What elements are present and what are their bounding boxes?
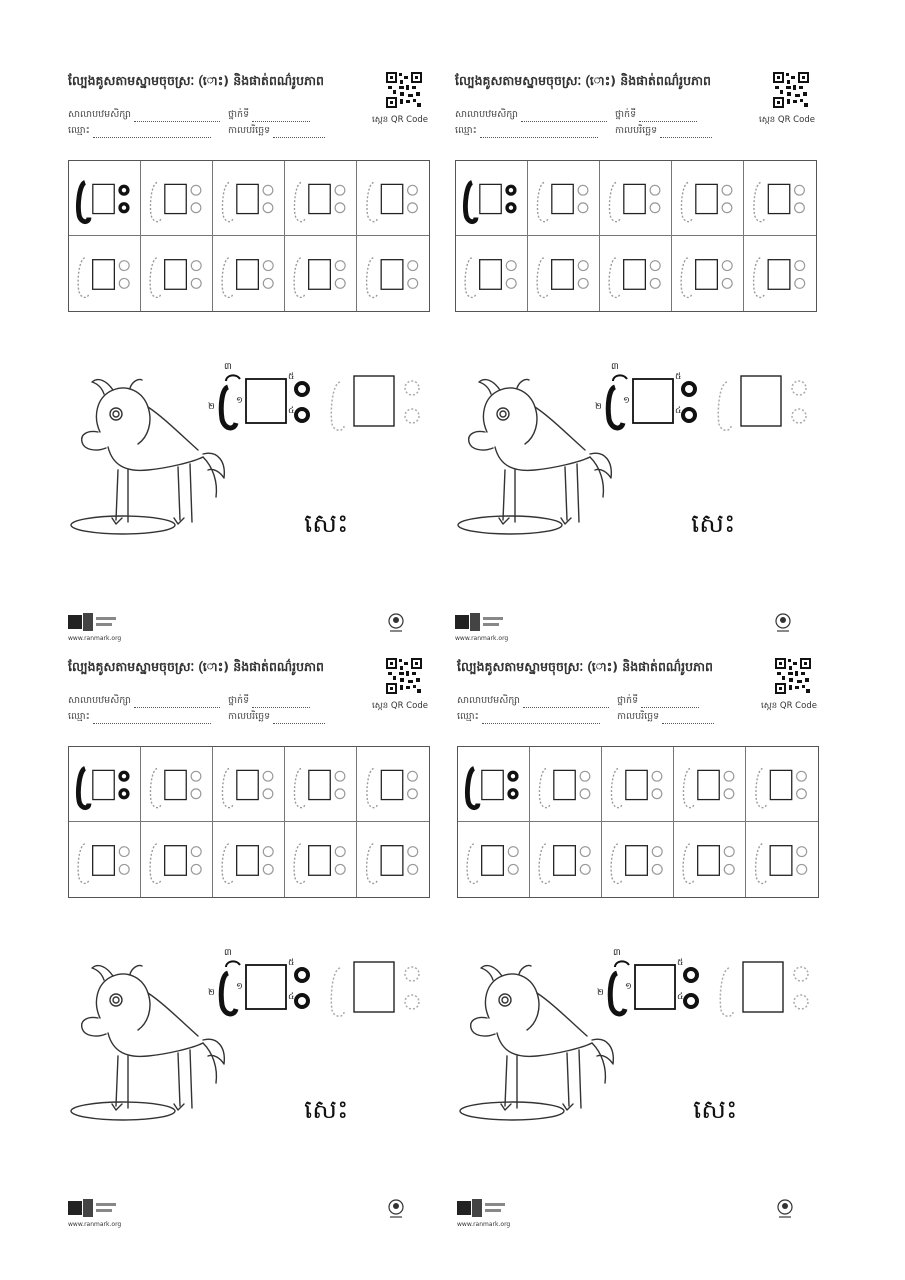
svg-text:៤: ៤ xyxy=(288,406,295,416)
grade-field: ថ្នាក់ទី xyxy=(228,694,310,708)
vowel-trace-icon xyxy=(530,822,601,897)
trace-practice xyxy=(719,958,815,1020)
svg-text:៣: ៣ xyxy=(611,362,619,372)
date-field: កាលបរិច្ឆេទ xyxy=(228,710,325,724)
trace-cell xyxy=(213,236,285,311)
vowel-trace-icon xyxy=(672,161,743,235)
trace-practice xyxy=(717,372,813,434)
qr-code-icon xyxy=(773,72,809,108)
trace-cell xyxy=(674,747,746,822)
vowel-trace-icon xyxy=(744,161,816,235)
qr-code-icon xyxy=(386,72,422,108)
footer-url: www.ranmark.org xyxy=(68,635,122,642)
model-letter-cell xyxy=(456,161,528,236)
vowel-trace-icon xyxy=(357,161,429,235)
model-letter-cell xyxy=(69,161,141,236)
svg-text:៥: ៥ xyxy=(288,372,295,382)
vowel-trace-icon xyxy=(141,161,212,235)
vowel-trace-icon xyxy=(357,747,429,821)
word-label: សេះ xyxy=(693,1095,738,1125)
trace-cell xyxy=(744,161,816,236)
vowel-trace-icon xyxy=(285,236,356,311)
trace-cell xyxy=(285,161,357,236)
date-field: កាលបរិច្ឆេទ xyxy=(228,124,325,138)
tracing-grid xyxy=(457,746,819,898)
badge-icon xyxy=(773,612,793,634)
vowel-trace-icon xyxy=(213,822,284,897)
school-field: សាលាបឋមសិក្សា xyxy=(455,108,607,122)
horse-illustration xyxy=(68,372,228,542)
trace-cell xyxy=(213,822,285,897)
date-field: កាលបរិច្ឆេទ xyxy=(615,124,712,138)
trace-cell xyxy=(746,747,818,822)
vowel-trace-icon xyxy=(746,822,818,897)
model-letter-cell xyxy=(458,747,530,822)
name-field: ឈ្មោះ xyxy=(68,124,211,138)
trace-cell xyxy=(141,822,213,897)
vowel-trace-icon xyxy=(530,747,601,821)
vowel-trace-icon xyxy=(600,236,671,311)
trace-cell xyxy=(672,236,744,311)
vowel-trace-icon xyxy=(285,161,356,235)
vowel-model-icon xyxy=(456,161,527,235)
stroke-order-demo xyxy=(208,943,318,1023)
trace-cell xyxy=(69,822,141,897)
stroke-order-demo xyxy=(208,357,318,437)
svg-text:៣: ៣ xyxy=(224,948,232,958)
trace-cell xyxy=(530,747,602,822)
qr-code-icon xyxy=(775,658,811,694)
trace-cell xyxy=(602,822,674,897)
svg-text:៣: ៣ xyxy=(224,362,232,372)
worksheet-title: ល្បែងគូសតាមស្នាមចុចស្រៈ (ោះ) និងផាត់ពណ៌រូបភាព xyxy=(455,73,711,88)
vowel-trace-icon xyxy=(528,236,599,311)
trace-cell xyxy=(285,236,357,311)
trace-cell xyxy=(213,161,285,236)
trace-cell xyxy=(69,236,141,311)
vowel-trace-icon xyxy=(213,161,284,235)
stroke-order-demo xyxy=(595,357,705,437)
svg-text:៣: ៣ xyxy=(613,948,621,958)
trace-cell xyxy=(674,822,746,897)
vowel-trace-icon xyxy=(357,822,429,897)
qr-label: ស្កេន QR Code xyxy=(372,701,428,711)
vowel-trace-icon xyxy=(141,747,212,821)
trace-cell xyxy=(357,236,429,311)
worksheet-top-right xyxy=(455,72,845,662)
horse-illustration xyxy=(455,372,615,542)
worksheet-bottom-left xyxy=(68,658,458,1248)
svg-text:១: ១ xyxy=(236,982,243,992)
trace-cell xyxy=(602,747,674,822)
date-field: កាលបរិច្ឆេទ xyxy=(617,710,714,724)
footer-url: www.ranmark.org xyxy=(68,1221,122,1228)
tracing-grid xyxy=(68,160,430,312)
svg-text:៥: ៥ xyxy=(675,372,682,382)
trace-cell xyxy=(600,236,672,311)
svg-text:១: ១ xyxy=(623,396,630,406)
trace-cell xyxy=(746,822,818,897)
vowel-trace-icon xyxy=(674,747,745,821)
trace-cell xyxy=(672,161,744,236)
vowel-trace-icon xyxy=(213,747,284,821)
worksheet-top-left xyxy=(68,72,458,662)
svg-text:៥: ៥ xyxy=(288,958,295,968)
footer-url: www.ranmark.org xyxy=(457,1221,511,1228)
svg-text:៤: ៤ xyxy=(677,992,684,1002)
trace-cell xyxy=(141,236,213,311)
trace-cell xyxy=(141,747,213,822)
qr-code-icon xyxy=(386,658,422,694)
svg-text:២: ២ xyxy=(208,988,215,998)
worksheet-bottom-right xyxy=(457,658,847,1248)
qr-label: ស្កេន QR Code xyxy=(759,115,815,125)
name-field: ឈ្មោះ xyxy=(455,124,598,138)
vowel-trace-icon xyxy=(456,236,527,311)
footer-url: www.ranmark.org xyxy=(455,635,509,642)
grade-field: ថ្នាក់ទី xyxy=(617,694,699,708)
word-label: សេះ xyxy=(304,1095,349,1125)
worksheet-title: ល្បែងគូសតាមស្នាមចុចស្រៈ (ោះ) និងផាត់ពណ៌រូបភាព xyxy=(457,659,713,674)
trace-cell xyxy=(744,236,816,311)
trace-cell xyxy=(357,161,429,236)
vowel-trace-icon xyxy=(213,236,284,311)
vowel-trace-icon xyxy=(672,236,743,311)
vowel-model-icon xyxy=(69,747,140,821)
vowel-trace-icon xyxy=(674,822,745,897)
worksheet-title: ល្បែងគូសតាមស្នាមចុចស្រៈ (ោះ) និងផាត់ពណ៌រូបភាព xyxy=(68,73,324,88)
badge-icon xyxy=(386,612,406,634)
trace-cell xyxy=(285,747,357,822)
logo-icon xyxy=(68,609,118,635)
vowel-trace-icon xyxy=(602,747,673,821)
vowel-trace-icon xyxy=(141,236,212,311)
horse-illustration xyxy=(457,958,617,1128)
vowel-model-icon xyxy=(458,747,529,821)
logo-icon xyxy=(68,1195,118,1221)
trace-cell xyxy=(357,822,429,897)
svg-text:៤: ៤ xyxy=(675,406,682,416)
trace-cell xyxy=(141,161,213,236)
school-field: សាលាបឋមសិក្សា xyxy=(68,694,220,708)
school-field: សាលាបឋមសិក្សា xyxy=(457,694,609,708)
badge-icon xyxy=(775,1198,795,1220)
model-letter-cell xyxy=(69,747,141,822)
svg-text:៥: ៥ xyxy=(677,958,684,968)
trace-cell xyxy=(528,161,600,236)
grade-field: ថ្នាក់ទី xyxy=(615,108,697,122)
word-label: សេះ xyxy=(304,509,349,539)
tracing-grid xyxy=(455,160,817,312)
vowel-trace-icon xyxy=(141,822,212,897)
vowel-trace-icon xyxy=(285,822,356,897)
name-field: ឈ្មោះ xyxy=(457,710,600,724)
qr-label: ស្កេន QR Code xyxy=(761,701,817,711)
svg-text:១: ១ xyxy=(236,396,243,406)
trace-cell xyxy=(528,236,600,311)
grade-field: ថ្នាក់ទី xyxy=(228,108,310,122)
svg-text:២: ២ xyxy=(595,402,602,412)
trace-cell xyxy=(285,822,357,897)
horse-illustration xyxy=(68,958,228,1128)
worksheet-title: ល្បែងគូសតាមស្នាមចុចស្រៈ (ោះ) និងផាត់ពណ៌រូបភាព xyxy=(68,659,324,674)
badge-icon xyxy=(386,1198,406,1220)
svg-text:៤: ៤ xyxy=(288,992,295,1002)
svg-text:១: ១ xyxy=(625,982,632,992)
vowel-trace-icon xyxy=(357,236,429,311)
trace-practice xyxy=(330,372,426,434)
trace-cell xyxy=(456,236,528,311)
vowel-trace-icon xyxy=(458,822,529,897)
name-field: ឈ្មោះ xyxy=(68,710,211,724)
word-label: សេះ xyxy=(691,509,736,539)
trace-cell xyxy=(357,747,429,822)
trace-practice xyxy=(330,958,426,1020)
vowel-trace-icon xyxy=(744,236,816,311)
qr-label: ស្កេន QR Code xyxy=(372,115,428,125)
tracing-grid xyxy=(68,746,430,898)
svg-text:២: ២ xyxy=(208,402,215,412)
stroke-order-demo xyxy=(597,943,707,1023)
logo-icon xyxy=(455,609,505,635)
vowel-trace-icon xyxy=(528,161,599,235)
svg-text:២: ២ xyxy=(597,988,604,998)
school-field: សាលាបឋមសិក្សា xyxy=(68,108,220,122)
vowel-model-icon xyxy=(69,161,140,235)
vowel-trace-icon xyxy=(69,236,140,311)
vowel-trace-icon xyxy=(285,747,356,821)
logo-icon xyxy=(457,1195,507,1221)
vowel-trace-icon xyxy=(600,161,671,235)
vowel-trace-icon xyxy=(746,747,818,821)
trace-cell xyxy=(213,747,285,822)
vowel-trace-icon xyxy=(69,822,140,897)
trace-cell xyxy=(458,822,530,897)
trace-cell xyxy=(600,161,672,236)
vowel-trace-icon xyxy=(602,822,673,897)
trace-cell xyxy=(530,822,602,897)
